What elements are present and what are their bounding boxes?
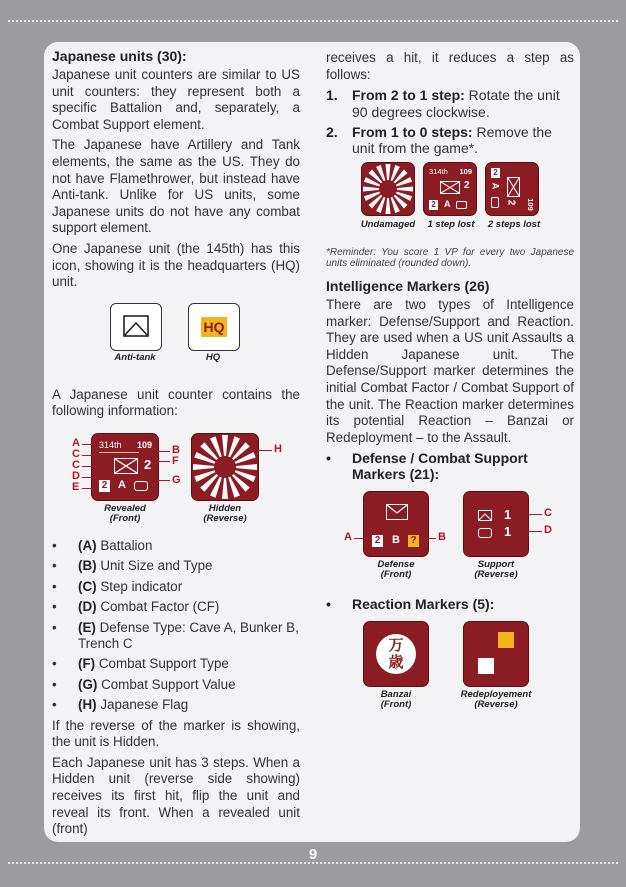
defense-support-figure [326, 488, 574, 588]
redeploy-marker [464, 622, 528, 686]
label-h: H [274, 442, 282, 455]
defense-caption-line1: Defense [377, 559, 415, 571]
revealed-counter [92, 434, 158, 500]
white-square-icon [478, 658, 494, 674]
envelope-icon [386, 504, 408, 520]
counter-size: 109 [136, 439, 152, 450]
support-icon [491, 197, 499, 208]
rising-sun-flag-icon [192, 434, 258, 500]
hidden-counter [192, 434, 258, 500]
support-value-2: 1 [504, 524, 512, 540]
defense-badge: 2 [491, 168, 500, 178]
counter-size: 109 [526, 198, 536, 211]
combat-factor: 2 [144, 456, 152, 472]
banzai-caption-line1: Banzai [380, 689, 412, 701]
combat-factor: 2 [464, 179, 470, 191]
icons-figure [52, 295, 300, 373]
hq-caption: HQ [205, 351, 221, 363]
paragraph-1: Japanese unit counters are similar to US unit counters: they represent both a specific Battalion and, separately, a Combat Support element. [52, 67, 300, 132]
label-a: A [72, 436, 80, 449]
right-paragraph-1: receives a hit, it reduces a step as follows: [326, 50, 574, 82]
redeploy-caption-line2: (Reverse) [474, 699, 518, 711]
mlabel-c: C [544, 507, 552, 520]
counter-battalion: 314th [99, 439, 122, 450]
rising-sun-flag-icon [362, 163, 414, 215]
defense-badge: 2 [429, 200, 438, 210]
counter-size: 109 [459, 166, 472, 176]
intel-heading: Intelligence Markers (26) [326, 278, 490, 294]
infantry-symbol [114, 458, 138, 474]
redeploy-caption-line1: Redeployement [460, 689, 532, 701]
mlabel-b: B [438, 531, 446, 544]
defense-type: A [490, 182, 501, 190]
japanese-units-heading: Japanese units (30): [52, 48, 187, 64]
support-caption [460, 560, 532, 580]
list-item: 2. From 1 to 0 steps: Remove the unit from the game*. [326, 124, 552, 157]
intel-paragraph: There are two types of Intelligence marker: Defense/Support and Reaction. They are used when a US unit Assaults a Hidden Japanese unit. The Defense/Support marker determines the initial Combat Factor / Combat Support of the unit. The Reaction marker determines its potential Reaction – Banzai or Redeployment – to the Assault. [326, 297, 574, 445]
label-g: G [172, 473, 181, 486]
defense-caption [360, 560, 432, 580]
support-icon [456, 201, 467, 209]
mlabel-b-line [422, 538, 436, 539]
revealed-caption [86, 504, 164, 524]
label-b: B [172, 443, 180, 456]
two-steps-lost-counter [486, 163, 538, 215]
label-a-line [82, 444, 96, 445]
hq-icon [188, 303, 240, 351]
step-loss-figure [326, 163, 574, 247]
support-caption-line1: Support [477, 559, 515, 571]
label-e: E [72, 480, 80, 493]
label-d: D [72, 469, 80, 482]
left-column [52, 48, 300, 842]
unknown-support-badge: ? [408, 535, 419, 547]
right-column [326, 50, 574, 718]
list-item: • (E) Defense Type: Cave A, Bunker B, Trench C [52, 619, 299, 651]
label-h-line [258, 450, 272, 451]
paragraph-3: One Japanese unit (the 145th) has this icon, showing it is the headquarters (HQ) unit. [52, 240, 300, 290]
counter-anatomy-figure [52, 434, 300, 534]
hidden-caption [186, 504, 264, 524]
paragraph-5: If the reverse of the marker is showing, the unit is Hidden. [52, 717, 300, 750]
hq-icon-label: HQ [201, 317, 227, 337]
antitank-icon [110, 303, 162, 351]
one-step-caption: 1 step lost [427, 218, 475, 230]
defense-support-bullet: • Defense / Combat Support Markers (21): [326, 450, 528, 483]
defense-badge: 2 [372, 535, 383, 547]
label-f: F [172, 454, 179, 467]
defense-type: A [118, 478, 126, 491]
defense-caption-line2: (Front) [380, 569, 412, 581]
support-value-1: 1 [504, 507, 512, 523]
label-d-line [82, 477, 96, 478]
defense-type: B [392, 534, 400, 547]
mlabel-a-line [354, 538, 370, 539]
list-item: • (F) Combat Support Type [52, 656, 229, 672]
banzai-marker [364, 622, 428, 686]
infantry-symbol [507, 177, 520, 197]
paragraph-4: A Japanese unit counter contains the following information: [52, 386, 300, 419]
list-item: • (B) Unit Size and Type [52, 558, 213, 574]
paragraph-2: The Japanese have Artillery and Tank elements, the same as the US. They do not have Flamethrower, but instead have Anti-tank. Unlike for US units, some Japanese units do not have any combat support element. [52, 137, 300, 236]
list-item: • (G) Combat Support Value [52, 676, 236, 692]
step-loss-list [326, 87, 574, 157]
support-marker [464, 492, 528, 556]
rulebook-page [44, 42, 580, 842]
counter-battalion: 314th [429, 166, 448, 176]
defense-badge: 2 [99, 480, 110, 492]
label-g-line [156, 480, 170, 481]
label-b-line [156, 451, 170, 452]
antitank-icon [478, 510, 492, 521]
label-c-2: C [72, 458, 80, 471]
hidden-caption-line2: (Reverse) [203, 512, 247, 524]
two-steps-caption: 2 steps lost [487, 218, 541, 230]
combat-factor: 2 [505, 199, 517, 206]
revealed-caption-line2: (Front) [109, 512, 141, 524]
banzai-caption-line2: (Front) [380, 699, 412, 711]
defense-type: A [444, 198, 451, 209]
reminder-note: *Reminder: You score 1 VP for every two Japanese units eliminated (rounded down). [326, 246, 574, 270]
label-c-1: C [72, 447, 80, 460]
banzai-caption [360, 690, 432, 710]
list-item: • (A) Battalion [52, 537, 153, 553]
one-step-lost-counter [424, 163, 476, 215]
step-indicator [99, 452, 139, 453]
undamaged-counter [362, 163, 414, 215]
yellow-square-icon [498, 632, 514, 648]
top-dotted-rule [8, 20, 618, 22]
redeploy-caption [452, 690, 540, 710]
support-icon [134, 481, 148, 491]
counter-info-list [52, 538, 300, 714]
mlabel-a: A [344, 531, 352, 544]
mlabel-d: D [544, 524, 552, 537]
undamaged-caption: Undamaged [360, 218, 416, 230]
hidden-caption-line1: Hidden [208, 502, 242, 514]
list-item: • (H) Japanese Flag [52, 697, 189, 713]
label-c2-line [82, 466, 96, 467]
reaction-figure [326, 618, 574, 718]
mlabel-c-line [526, 514, 542, 515]
infantry-symbol [440, 181, 460, 194]
banzai-circle-icon [376, 634, 416, 674]
defense-marker [364, 492, 428, 556]
banzai-kanji: 万歳 [388, 636, 404, 672]
reaction-bullet: • Reaction Markers (5): [326, 596, 495, 613]
label-e-line [82, 488, 96, 489]
label-f-line [156, 461, 170, 462]
list-item: • (C) Step indicator [52, 578, 183, 594]
paragraph-6: Each Japanese unit has 3 steps. When a Hidden unit (reverse side showing) receives its first hit, flip the unit and reveal its front. When a revealed unit (front) [52, 754, 300, 837]
support-caption-line2: (Reverse) [474, 569, 518, 581]
list-item: 1. From 2 to 1 step: Rotate the unit 90 degrees clockwise. [326, 87, 560, 120]
list-item: • (D) Combat Factor (CF) [52, 599, 220, 615]
bunker-icon [478, 528, 492, 538]
page-number: 9 [308, 846, 318, 863]
label-c1-line [82, 455, 96, 456]
antitank-caption: Anti-tank [114, 351, 156, 363]
revealed-caption-line1: Revealed [104, 502, 146, 514]
mlabel-d-line [526, 531, 542, 532]
